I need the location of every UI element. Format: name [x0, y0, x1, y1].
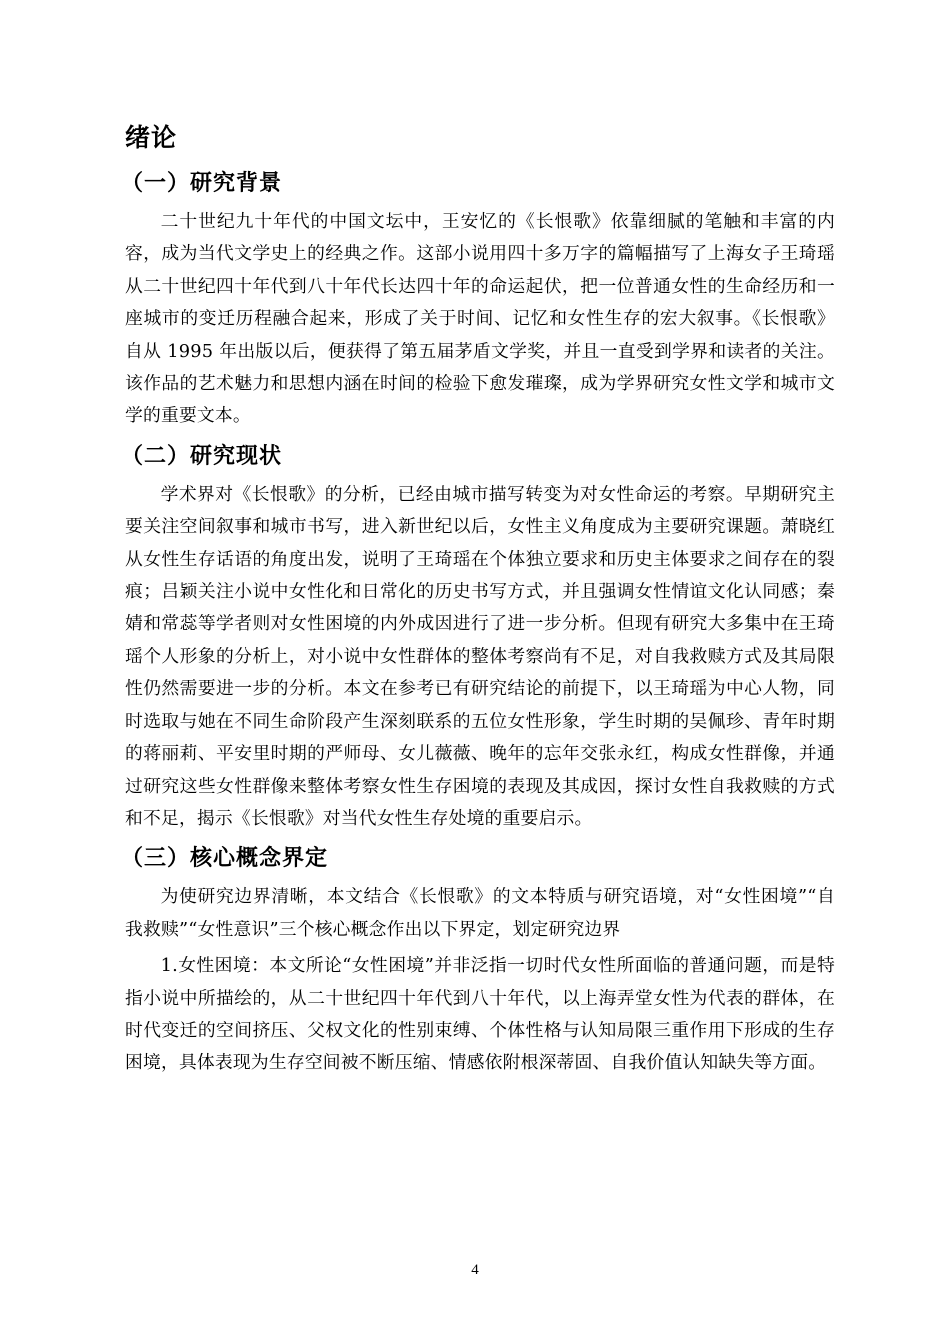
- section-heading: （一）研究背景: [121, 171, 283, 196]
- page-number: 4: [471, 1262, 479, 1278]
- section-core-concepts: [121, 839, 835, 1079]
- section-research-background: [121, 164, 835, 433]
- section-research-status: [121, 437, 835, 835]
- body-paragraph: 学术界对《长恨歌》的分析，已经由城市描写转变为对女性命运的考察。早期研究主要关注空间叙事和城市书写，进入新世纪以后，女性主义角度成为主要研究课题。萧晓红从女性生存话语的角度出发，说明了王琦瑶在个体独立要求和历史主体要求之间存在的裂痕；吕颖关注小说中女性化和日常化的历史书写方式，并且强调女性情谊文化认同感；秦婧和常蕊等学者则对女性困境的内外成因进行了进一步分析。但现有研究大多集中在王琦瑶个人形象的分析上，对小说中女性群体的整体考察尚有不足，对自我救赎方式及其局限性仍然需要进一步的分析。本文在参考已有研究结论的前提下，以王琦瑶为中心人物，同时选取与她在不同生命阶段产生深刻联系的五位女性形象，学生时期的吴佩珍、青年时期的蒋丽莉、平安里时期的严师母、女儿薇薇、晚年的忘年交张永红，构成女性群像，并通过研究这些女性群像来整体考察女性生存困境的表现及其成因，探讨女性自我救赎的方式和不足，揭示《长恨歌》对当代女性生存处境的重要启示。: [125, 483, 835, 829]
- body-paragraph-definition: 1.女性困境：本文所论“女性困境”并非泛指一切时代女性所面临的普通问题，而是特指小说中所描绘的，从二十世纪四十年代到八十年代，以上海弄堂女性为代表的群体，在时代变迁的空间挤压、父权文化的性别束缚、个体性格与认知局限三重作用下形成的生存困境，具体表现为生存空间被不断压缩、情感依附根深蒂固、自我价值认知缺失等方面。: [125, 955, 835, 1074]
- body-paragraph: 二十世纪九十年代的中国文坛中，王安忆的《长恨歌》依靠细腻的笔触和丰富的内容，成为当代文学史上的经典之作。这部小说用四十多万字的篇幅描写了上海女子王琦瑶从二十世纪四十年代到八十年代长达四十年的命运起伏，把一位普通女性的生命经历和一座城市的变迁历程融合起来，形成了关于时间、记忆和女性生存的宏大叙事。《长恨歌》自从 1995 年出版以后，便获得了第五届茅盾文学奖，并且一直受到学界和读者的关注。该作品的艺术魅力和思想内涵在时间的检验下愈发璀璨，成为学界研究女性文学和城市文学的重要文本。: [125, 211, 835, 427]
- section-heading: （三）核心概念界定: [121, 846, 329, 872]
- chapter-title: 绪论: [125, 123, 178, 152]
- document-page: [121, 118, 835, 1084]
- section-heading: （二）研究现状: [121, 443, 283, 469]
- body-paragraph: 为使研究边界清晰，本文结合《长恨歌》的文本特质与研究语境，对“女性困境”“自我救赎”“女性意识”三个核心概念作出以下界定，划定研究边界: [125, 886, 835, 940]
